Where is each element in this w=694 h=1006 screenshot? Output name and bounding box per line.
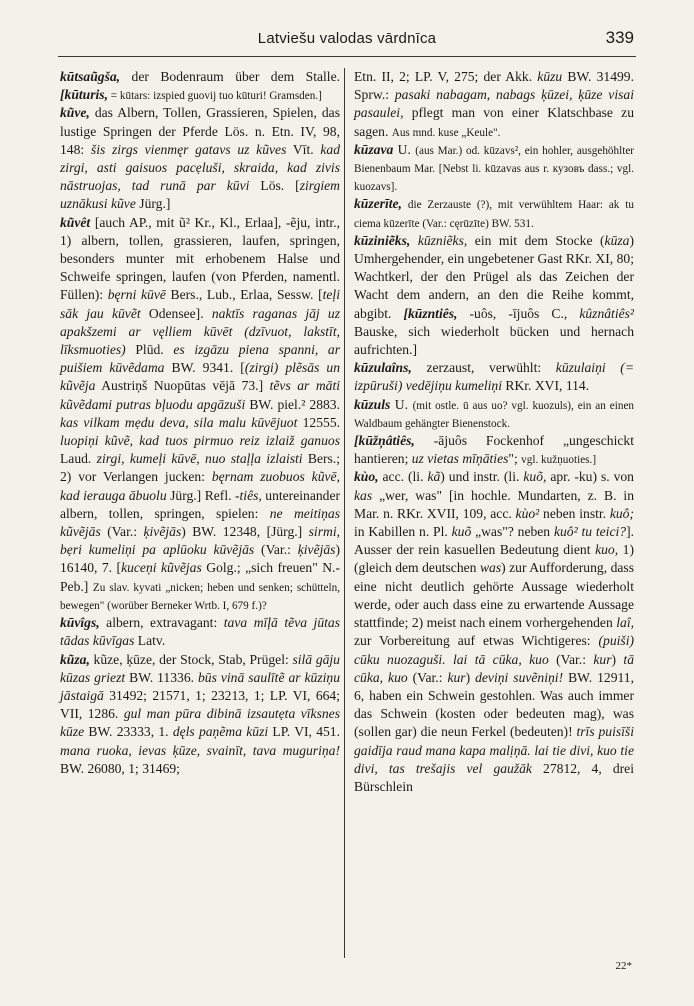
- entry-headword: kūziniẽks,: [354, 232, 411, 248]
- entry-text: das Albern, Tollen, Grassieren, Spielen, das lustige Springen der Pferde Lös. n. Etn. IV, 98, 148:: [60, 105, 340, 157]
- entry-headword: kūvîgs,: [60, 615, 100, 631]
- entry-note: Aus mnd. kuse „Keule".: [391, 126, 501, 139]
- entry-text: der Bodenraum über dem Stalle.: [120, 69, 340, 84]
- entry-example: būs vinā saulītẽ ar kūziņu jāstaigā: [60, 669, 340, 703]
- entry-example: kūzulaiņi (= izpūruši) vedējiņu kumeliņi: [354, 360, 634, 394]
- entry-text: BW. 11336.: [125, 669, 198, 685]
- entry-note: die Zerzauste (?), mit verwühltem Haar: ak tu ciema kūzerīte (Var.: cęrūzīte) BW. 531.: [354, 199, 634, 230]
- entry-example: ķivẽjās: [297, 542, 336, 558]
- entry-text: albern, extravagant:: [99, 615, 224, 631]
- entry-example: kur: [593, 651, 612, 667]
- dictionary-entry: [354, 432, 634, 468]
- entry-example: kas vilkam mẹdu deva, sila malu kūvējuot: [60, 414, 298, 430]
- entry-headword: kũve,: [60, 105, 90, 121]
- entry-example: bęrni kūvē: [107, 287, 166, 303]
- entry-example: kuõ: [451, 524, 472, 540]
- entry-text: BW. 9341. [: [164, 360, 245, 376]
- entry-example: bęrnam zuobuos kũvē, kad ierauga ābuolu: [60, 469, 340, 503]
- entry-example: tā cūka, kuo: [354, 651, 634, 685]
- entry-text: -ājuôs Fockenhof „ungeschickt hantieren;: [354, 433, 634, 467]
- entry-note: (aus Mar.) od. kūzavs², ein hohler, ausgehöhlter Bienenbaum Mar. [Nebst li. kūzavas aus r. кузовъ dass.; vgl. kuozavs].: [354, 144, 635, 194]
- entry-text: apr. -ku) s. von: [546, 469, 634, 485]
- entry-text: 31492; 21571, 1; 23213, 1; LP. VI, 664; VII, 1286.: [60, 687, 340, 722]
- entry-headword: [kūturis,: [60, 87, 108, 103]
- entry-example: silā gāju kūzas griezt: [60, 651, 340, 685]
- entry-example: es izgāzu piena spanni, ar puišiem kūvẽdama: [60, 342, 340, 376]
- entry-text: LP. VI, 451.: [268, 724, 340, 740]
- entry-text: U.: [390, 396, 413, 412]
- entry-text: BW. piel.² 2883.: [245, 396, 340, 412]
- dictionary-entry: [60, 614, 340, 650]
- entry-text: acc. (li.: [378, 469, 428, 485]
- entry-example: kuõ,: [523, 469, 547, 485]
- entry-text: kũze, ķūze, der Stock, Stab, Prügel:: [89, 651, 293, 667]
- entry-text: RKr. XVI, 114.: [502, 378, 590, 394]
- entry-text: (Var.:: [254, 542, 298, 558]
- entry-text: untereinander albern, tollen, springen, spielen:: [60, 487, 341, 521]
- entry-example: dęls paņẽma kūzi: [172, 724, 269, 740]
- entry-text: Bauske, sich wiederholt bücken und hernach aufrichten.]: [354, 323, 634, 358]
- dictionary-entry: [60, 68, 340, 104]
- signature-mark: 22*: [615, 960, 632, 972]
- running-title: Latviešu valodas vārdnīca: [257, 30, 437, 47]
- entry-text: 1) (gleich dem deutschen: [354, 542, 634, 576]
- entry-text: Bers., Lub., Erlaa, Sessw. [: [165, 287, 323, 303]
- entry-example: kùo²: [515, 505, 540, 521]
- dictionary-entry: [354, 68, 634, 141]
- entry-example: ķivẽjās: [143, 524, 182, 540]
- entry-headword: kūzerīte,: [354, 196, 402, 212]
- entry-example: kuo,: [595, 542, 619, 558]
- entry-text: ) 16140, 7. [: [60, 542, 340, 576]
- entry-text: BW. 31499. Sprw.:: [354, 69, 634, 103]
- entry-text: pflegt man von einer Klatschbase zu sagen.: [354, 105, 634, 139]
- entry-text: Odensee].: [140, 305, 212, 321]
- column-divider: [344, 68, 345, 958]
- entry-example: tava mīļā tẽva jūtas tādas kūvīgas: [60, 615, 340, 649]
- entry-text: ein mit dem Stocke (: [467, 232, 605, 248]
- entry-text: „wer, was" [in hochle. Mundarten, z. B. in Mar. n. RKr. XVII, 109, acc.: [354, 487, 634, 521]
- left-column: [60, 68, 340, 778]
- entry-text: ) zur Aufforderung, dass eine nicht deutlich gehörte Aussage wiederholt werde, oder auch dass eine zu erwartende Aussage stattfinde; 2) meist nach einem vorhergehenden: [354, 560, 634, 631]
- entry-text: Etn. II, 2; LP. V, 275; der Akk.: [354, 69, 538, 84]
- entry-text: Laud.: [60, 451, 97, 467]
- entry-example: kuô;: [609, 505, 634, 521]
- entry-example: ne meitiņas kũvẽjās: [60, 505, 341, 540]
- entry-example: trīs puisīši gaidīja raud mana kapa malịņā. lai tie divi, kuo tie divi, tas trešajis vel gaužāk: [354, 724, 634, 776]
- dictionary-entry: [354, 141, 634, 196]
- entry-note: Zu slav. kyvati „nicken; heben und senken; schütteln, bewegen" (worüber Berneker Wrtb. I, 679 f.)?: [60, 581, 341, 612]
- entry-text: (Var.:: [100, 524, 144, 540]
- entry-example: uz vietas mīņāties: [411, 451, 509, 467]
- entry-text: Vīt.: [286, 141, 321, 157]
- entry-example: mana ruoka, ievas ķūze, svainīt, tava muguriņa!: [60, 742, 340, 758]
- entry-text: BW. 23333, 1.: [84, 724, 173, 740]
- entry-headword: kūzava: [354, 141, 394, 157]
- right-column: [354, 68, 634, 796]
- dictionary-entry: [354, 232, 634, 359]
- entry-headword: kūzulaîns,: [354, 360, 412, 376]
- entry-example: tẽvs ar māti kũvẽdami putras bļuodu apgāzuši: [60, 378, 341, 412]
- entry-text: [auch AP., mit ũ² Kr., Kl., Erlaa], -ẽju, intr., 1) albern, tollen, grassieren, laufen, springen, besonders munter mit erhobenem Halse und Schweife springen, laufen (von Pferden, namentl. Füllen):: [60, 214, 340, 303]
- entry-text: Latv.: [134, 633, 166, 649]
- entry-example: zirgiem uznākusi kũve: [60, 178, 340, 212]
- entry-example: šis zirgs vienmęr gatavs uz kũves: [90, 141, 287, 157]
- entry-text: ]. Ausser der rein kasuellen Bedeutung dient: [354, 524, 634, 558]
- entry-text: Lös. [: [249, 178, 300, 194]
- entry-headword: kūtsaũgša,: [60, 69, 121, 84]
- entry-text: in Kabillen n. Pl.: [354, 524, 452, 540]
- dictionary-entry: [60, 104, 340, 213]
- entry-example: kã: [427, 469, 441, 485]
- entry-text: Golg.; „sich freuen" N.-Peb.]: [60, 560, 340, 594]
- dictionary-entry: [354, 359, 634, 395]
- entry-example: zirgi, kumeļi kūvē, nuo staļļa izlaisti: [96, 451, 303, 467]
- entry-text: 27812, 4, drei Bürschlein: [354, 760, 634, 794]
- entry-text: Bers.; 2) vor Verlangen jucken:: [60, 451, 340, 485]
- entry-example: naktīs raganas jāj uz apakšzemi ar vęlliem kūvēt (dzīvuot, lakstīt, līksmuoties): [60, 305, 341, 358]
- entry-example: kad zirgi, asti gaisuos pacẹluši, skraida, kad zivis nāstruojas, tad runā par kūvi: [60, 141, 340, 194]
- entry-example: -tiês,: [234, 487, 262, 503]
- entry-text: ";: [508, 451, 522, 467]
- entry-example: (puiši) cūku nuozaguši. lai tā cūka, kuo: [354, 633, 634, 667]
- entry-example: kas: [354, 487, 373, 503]
- entry-text: ) Umhergehender, ein ungebetener Gast RKr. XI, 80; Wachtkerl, der den Prügel als das Zeichen der Wacht dem andern, an den die Reihe kommt, abgibt.: [354, 232, 634, 321]
- entry-text: Jürg.]: [135, 196, 171, 212]
- dictionary-entry: [354, 468, 634, 796]
- entry-note: (mit ostle. ū aus uo? vgl. kuozuls), ein an einen Waldbaum gehängter Bienenstock.: [354, 399, 634, 430]
- entry-text: [410, 233, 418, 248]
- entry-example: kuceņi kũvẽjas: [121, 560, 202, 576]
- entry-headword: kũza,: [60, 651, 90, 667]
- entry-example: gul man pūra dibinā izsautẹta vīksnes kūze: [60, 706, 340, 740]
- entry-text: ): [611, 651, 624, 667]
- entry-headword: [kūzntiês,: [403, 305, 458, 321]
- entry-example: laî,: [616, 615, 634, 631]
- entry-text: BW. 12911, 6, haben ein Schwein gestohlen. Was auch immer das Schwein (kosten oder bedeuten mag), was (sollen gar) die neun Ferkel (bedeuten)!: [354, 669, 634, 740]
- entry-text: Austriņš Nuopūtas vējā 73.]: [95, 378, 270, 394]
- dictionary-entry: [354, 195, 634, 231]
- entry-text: -uôs, -ījuôs C.,: [457, 305, 580, 321]
- entry-text: Jürg.] Refl.: [166, 487, 235, 503]
- entry-example: teļi sāk jau kūvẽt: [60, 287, 340, 321]
- entry-headword: kūzuls: [354, 396, 391, 412]
- entry-note: vgl. kužņuoties.]: [521, 454, 597, 467]
- dictionary-entry: [354, 396, 634, 432]
- entry-text: (Var.:: [407, 669, 448, 685]
- entry-text: Plūd.: [125, 342, 174, 358]
- entry-example: kuô² tu teici?: [553, 524, 627, 540]
- entry-example: sirmi, bẹri kumeliņi pa aplūoku kūvẽjās: [60, 524, 340, 558]
- page-number: 339: [605, 28, 634, 47]
- entry-text: ): [465, 669, 476, 685]
- entry-headword: [kūžņâtiês,: [354, 433, 415, 449]
- entry-example: kūzniẽks,: [417, 232, 468, 248]
- entry-headword: kùo,: [354, 469, 379, 485]
- entry-headword: kũvêt: [60, 214, 91, 230]
- entry-text: ) und instr. (li.: [440, 469, 524, 485]
- entry-text: zur Vorbereitung auf etwas Wichtigeres:: [354, 633, 599, 649]
- entry-text: 12555.: [297, 414, 341, 430]
- entry-example: deviņi suvẽniņi!: [475, 669, 564, 685]
- entry-example: was: [479, 560, 502, 576]
- entry-example: kûznâtiês²: [579, 305, 634, 321]
- dictionary-entry: [60, 651, 340, 778]
- dictionary-entry: [60, 214, 340, 614]
- entry-text: ) BW. 12348, [Jürg.]: [181, 524, 309, 540]
- entry-text: neben instr.: [539, 505, 610, 521]
- entry-text: U.: [393, 141, 416, 157]
- header-rule: [58, 56, 636, 57]
- entry-example: kūzu: [537, 69, 563, 84]
- entry-text: BW. 26080, 1; 31469;: [60, 760, 180, 776]
- entry-example: (zirgi) plẽsās un kũvẽja: [60, 360, 341, 394]
- entry-note: = kūtars: izspied guovij tuo kūturi! Gramsden.]: [107, 90, 322, 103]
- entry-example: pasaki nabagam, nabags ķūzei, ķūze visai pasaulei,: [354, 87, 634, 121]
- entry-example: luopiņi kũvẽ, kad tuos pirmuo reiz izlaiž ganuos: [60, 433, 340, 449]
- entry-example: kur: [447, 669, 466, 685]
- entry-text: „was"? neben: [471, 524, 554, 540]
- entry-text: zerzaust, verwühlt:: [411, 360, 556, 376]
- entry-example: kūza: [604, 232, 630, 248]
- entry-text: (Var.:: [548, 651, 594, 667]
